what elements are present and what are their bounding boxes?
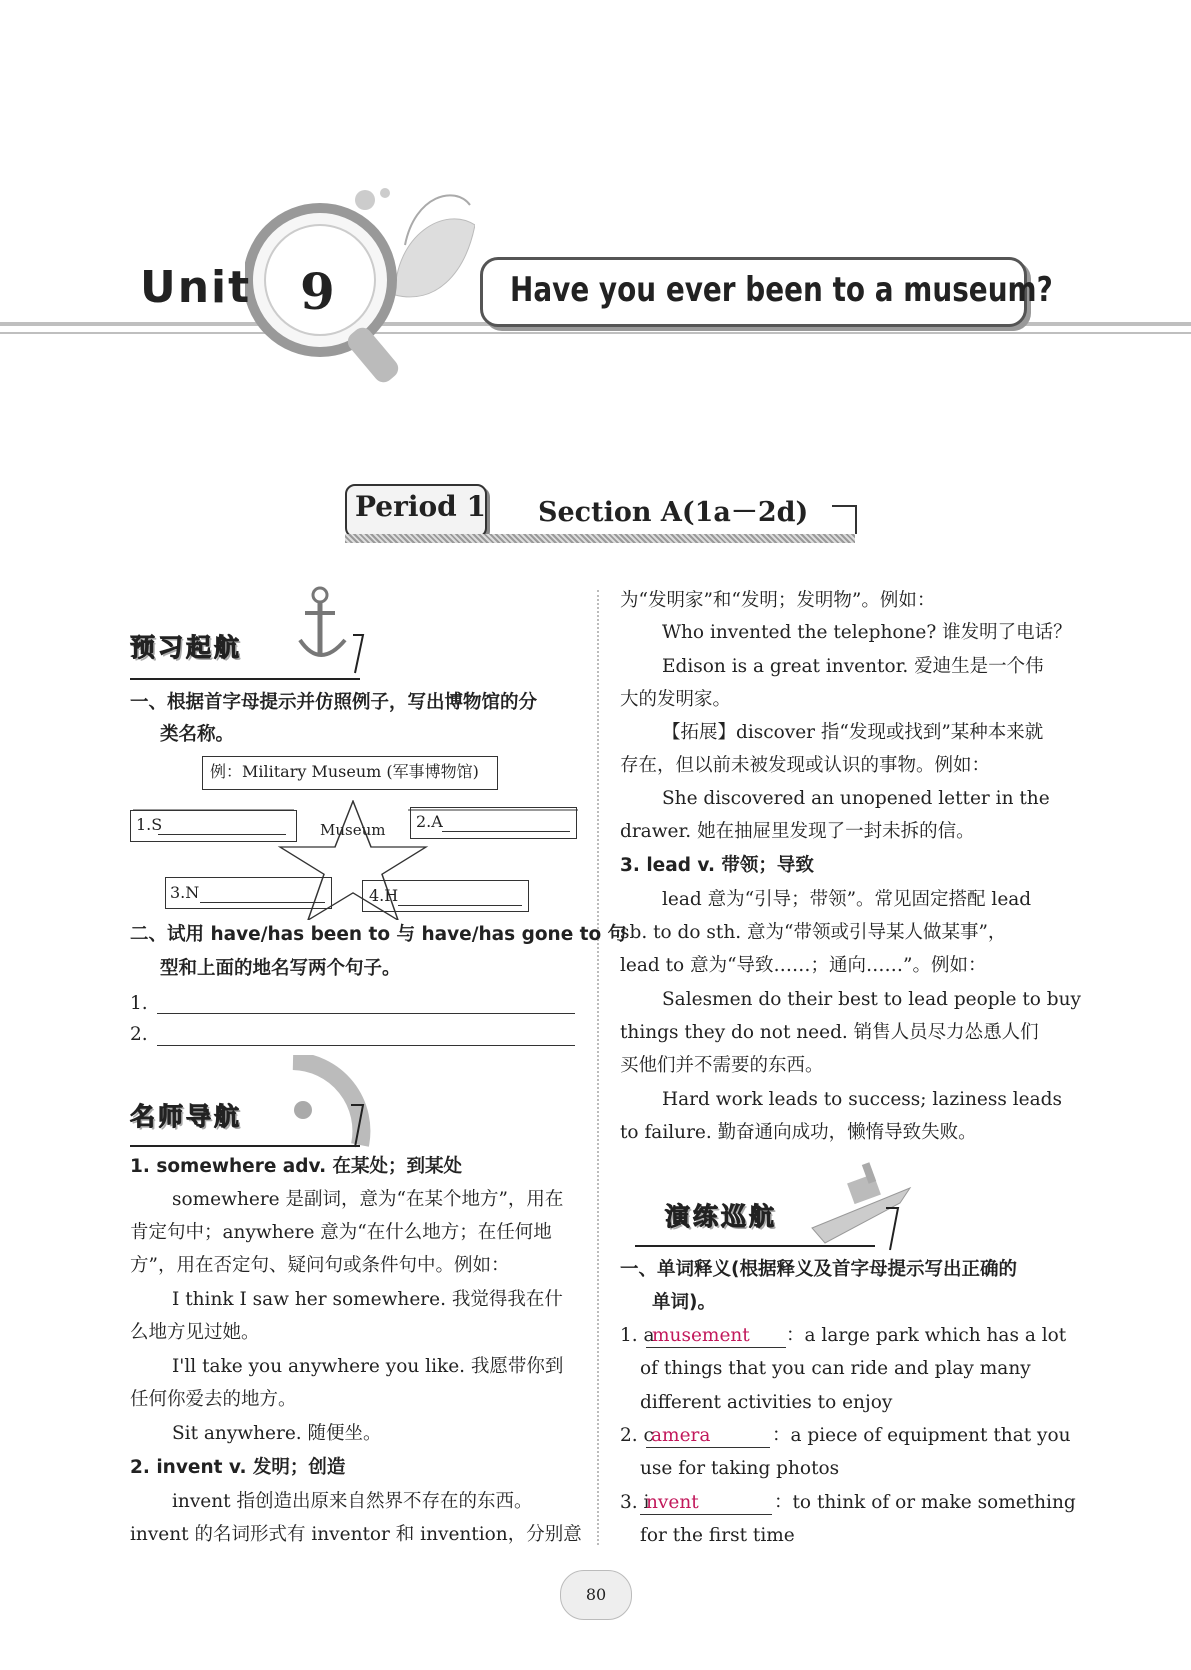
section-label: Section A(1a－2d): [538, 497, 809, 528]
right-line-4: 【拓展】discover 指“发现或找到”某种本来就: [662, 722, 1044, 743]
period-label: Period 1: [355, 490, 486, 523]
right-line-6: She discovered an unopened letter in the: [662, 788, 1050, 809]
anchor-icon: [295, 585, 375, 675]
left-line-7: 任何你爱去的地方。: [130, 1389, 297, 1410]
left-line-8: Sit anywhere. 随便坐。: [172, 1423, 382, 1444]
ex-1-def-a: ：a large park which has a lot: [786, 1325, 1067, 1346]
right-line-14: 买他们并不需要的东西。: [620, 1055, 824, 1076]
ex-3-underline: [640, 1514, 772, 1515]
ex-2-def-a: ：a piece of equipment that you: [772, 1425, 1071, 1446]
left-line-2: 肯定句中；anywhere 意为“在什么地方；在任何地: [130, 1222, 552, 1243]
q2-item-2-label: 2.: [130, 1024, 148, 1045]
unit-label: Unit: [140, 262, 252, 313]
column-divider: [597, 590, 599, 1545]
left-line-11: invent 的名词形式有 inventor 和 invention，分别意: [130, 1524, 582, 1545]
q2-item-1-label: 1.: [130, 993, 148, 1014]
q2-title-a: 二、试用 have/has been to 与 have/has gone to 句: [130, 924, 627, 945]
example-text: 例：Military Museum (军事博物馆): [210, 762, 479, 781]
blank-1-label: 1.S: [136, 815, 163, 834]
blank-4-label: 4.H: [369, 886, 399, 905]
gauge-icon: [285, 1055, 375, 1155]
q2-item-1-input[interactable]: [157, 1013, 575, 1014]
page-number: 80: [560, 1570, 632, 1620]
left-line-3: 方”，用在否定句、疑问句或条件句中。例如：: [130, 1255, 510, 1276]
ex-2-num: 2. c: [620, 1425, 654, 1446]
ex-1-underline: [646, 1347, 786, 1348]
unit-number: 9: [300, 262, 335, 321]
right-line-13: things they do not need. 销售人员尽力怂恿人们: [620, 1022, 1039, 1043]
left-line-6: I'll take you anywhere you like. 我愿带你到: [172, 1356, 564, 1377]
left-line-10: invent 指创造出原来自然界不存在的东西。: [172, 1491, 533, 1512]
ex-3-answer[interactable]: nvent: [646, 1492, 699, 1513]
magnifier-icon: [245, 185, 475, 395]
ex-1-def-b: of things that you can ride and play many: [640, 1358, 1031, 1379]
right-line-11: lead to 意为“导致……；通向……”。例如：: [620, 955, 987, 976]
section-underline: [345, 534, 855, 543]
ex-3-def-a: ：to think of or make something: [774, 1492, 1076, 1513]
right-line-16: to failure. 勤奋通向成功，懒惰导致失败。: [620, 1122, 977, 1143]
left-line-0: 1. somewhere adv. 在某处；到某处: [130, 1156, 463, 1177]
header-rule-bottom: [0, 332, 1191, 334]
blank-2-input[interactable]: [442, 831, 570, 832]
q1-title-b: 类名称。: [160, 724, 235, 745]
blank-2-label: 2.A: [416, 812, 443, 831]
left-line-9: 2. invent v. 发明；创造: [130, 1457, 346, 1478]
left-line-4: I think I saw her somewhere. 我觉得我在什: [172, 1289, 563, 1310]
right-line-10: sb. to do sth. 意为“带领或引导某人做某事”，: [620, 922, 1007, 943]
blank-4-input[interactable]: [398, 905, 522, 906]
ex-1-def-c: different activities to enjoy: [640, 1392, 893, 1413]
right-line-3: 大的发明家。: [620, 689, 732, 710]
right-line-15: Hard work leads to success; laziness leads: [662, 1089, 1062, 1110]
right-line-2: Edison is a great inventor. 爱迪生是一个伟: [662, 656, 1044, 677]
blank-1-input[interactable]: [158, 834, 286, 835]
page-title: Have you ever been to a museum?: [510, 270, 1053, 310]
left-line-1: somewhere 是副词，意为“在某个地方”，用在: [172, 1189, 564, 1210]
right-line-1: Who invented the telephone? 谁发明了电话？: [662, 622, 1072, 643]
blank-3-input[interactable]: [200, 902, 325, 903]
ex-3-def-b: for the first time: [640, 1525, 795, 1546]
ex-2-answer[interactable]: amera: [651, 1425, 711, 1446]
ship-icon: [810, 1158, 920, 1253]
left-line-5: 么地方见过她。: [130, 1322, 260, 1343]
blank-3-label: 3.N: [170, 883, 200, 902]
q2-item-2-input[interactable]: [157, 1045, 575, 1046]
exercise-title-a: 一、单词释义(根据释义及首字母提示写出正确的: [620, 1259, 1017, 1280]
right-line-0: 为“发明家”和“发明；发明物”。例如：: [620, 590, 936, 611]
right-line-12: Salesmen do their best to lead people to buy: [662, 989, 1081, 1010]
exercise-title-b: 单词)。: [652, 1292, 716, 1313]
museum-label: Museum: [320, 821, 386, 839]
right-line-5: 存在，但以前未被发现或认识的事物。例如：: [620, 755, 991, 776]
right-line-9: lead 意为“引导；带领”。常见固定搭配 lead: [662, 889, 1032, 910]
corner-bracket: [830, 504, 860, 536]
q1-title-a: 一、根据首字母提示并仿照例子，写出博物馆的分: [130, 692, 538, 713]
right-line-8: 3. lead v. 带领；导致: [620, 855, 814, 876]
ex-3-num: 3. i: [620, 1492, 650, 1513]
ex-2-underline: [646, 1447, 770, 1448]
q2-title-b: 型和上面的地名写两个句子。: [160, 958, 401, 979]
ex-2-def-b: use for taking photos: [640, 1458, 840, 1479]
right-line-7: drawer. 她在抽屉里发现了一封未拆的信。: [620, 821, 975, 842]
ex-1-answer[interactable]: musement: [652, 1325, 750, 1346]
ex-1-num: 1. a: [620, 1325, 655, 1346]
